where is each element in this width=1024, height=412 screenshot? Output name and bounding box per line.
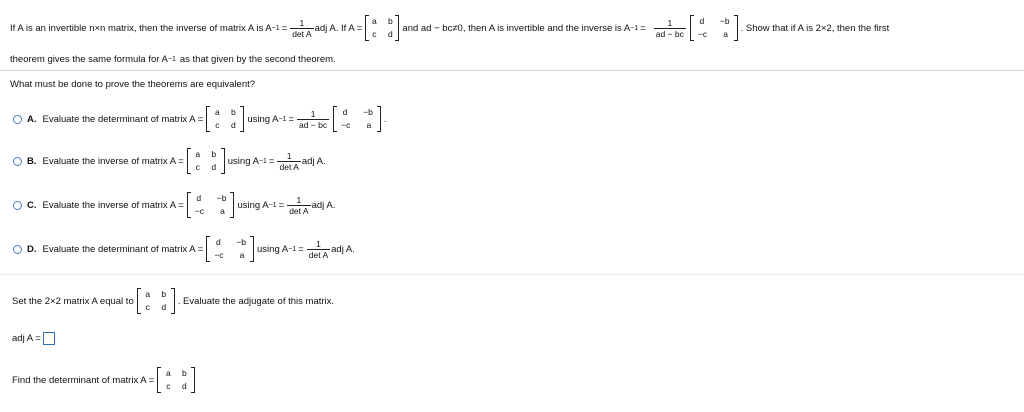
- fraction-denominator: ad − bc: [655, 28, 684, 39]
- step-set-matrix: [12, 285, 334, 317]
- fraction-denominator: det A: [289, 205, 309, 216]
- matrix-row: [214, 249, 246, 262]
- option-b[interactable]: [13, 145, 326, 177]
- matrix-entry: d: [230, 120, 236, 130]
- matrix-entry: d: [161, 302, 167, 312]
- matrix-entry: −c: [214, 250, 224, 260]
- option-text: Evaluate the determinant of matrix A =: [42, 113, 204, 125]
- option-letter: D.: [27, 243, 37, 255]
- matrix-entry: a: [366, 120, 372, 130]
- matrix-entry: −b: [236, 237, 247, 247]
- fraction-numerator: 1: [299, 17, 305, 28]
- fraction-denominator: ad − bc: [299, 119, 328, 130]
- matrix-entry: b: [388, 16, 393, 26]
- option-letter: A.: [27, 113, 37, 125]
- matrix-entry: a: [145, 289, 151, 299]
- intro-line2-end: as that given by the second theorem.: [179, 54, 336, 65]
- matrix-entry: −c: [697, 29, 708, 39]
- matrix-row: [214, 236, 246, 249]
- fraction-numerator: 1: [296, 194, 302, 205]
- matrix-row: [144, 301, 168, 314]
- fraction-denominator: det A: [308, 249, 329, 260]
- matrix-entry: a: [195, 149, 201, 159]
- matrix-abcd: [206, 106, 244, 132]
- matrix-entry: d: [215, 237, 221, 247]
- matrix-row: [370, 15, 394, 28]
- option-a[interactable]: [13, 101, 387, 137]
- matrix-row: [144, 288, 168, 301]
- step-find-determinant: [12, 362, 198, 398]
- matrix-entry: −c: [194, 206, 204, 216]
- equals-sign: =: [281, 22, 288, 34]
- equals-sign: =: [640, 22, 646, 34]
- using-text: using A: [247, 113, 279, 125]
- matrix-row: [195, 192, 227, 205]
- fraction-numerator: 1: [316, 238, 321, 249]
- fraction: [297, 109, 329, 130]
- matrix-entry: −b: [719, 16, 730, 26]
- matrix-inverse-formula: [206, 236, 254, 262]
- option-c[interactable]: [13, 187, 335, 223]
- matrix-row: [194, 148, 218, 161]
- matrix-row: [341, 119, 373, 132]
- intro-text-1: If A is an invertible n×n matrix, then the inverse of matrix A is A: [10, 22, 272, 34]
- option-end: adj A.: [301, 155, 326, 167]
- radio-button-a[interactable]: [13, 115, 22, 124]
- fraction-denominator: det A: [279, 161, 299, 172]
- equals-sign: =: [278, 199, 285, 211]
- fraction: [307, 239, 330, 260]
- inverse-exponent: −1: [278, 115, 287, 123]
- radio-button-b[interactable]: [13, 157, 22, 166]
- step-text: Set the 2×2 matrix A equal to: [12, 295, 134, 307]
- radio-button-d[interactable]: [13, 245, 22, 254]
- matrix-abcd: [365, 15, 399, 41]
- matrix-row: [164, 367, 188, 380]
- using-text: using A: [227, 155, 259, 167]
- matrix-row: [698, 28, 730, 41]
- fraction-numerator: 1: [310, 108, 316, 119]
- inverse-exponent: −1: [288, 245, 297, 253]
- divider: [0, 274, 1024, 275]
- adj-answer-input[interactable]: [43, 332, 55, 345]
- matrix-row: [194, 161, 218, 174]
- intro-line-2: [10, 54, 336, 65]
- adj-answer-row: [12, 332, 55, 345]
- fraction-denominator: det A: [292, 28, 312, 39]
- matrix-entry: −b: [216, 193, 227, 203]
- matrix-entry: c: [372, 29, 377, 39]
- fraction-numerator: 1: [286, 150, 292, 161]
- matrix-row: [213, 106, 237, 119]
- intro-line2-text: theorem gives the same formula for A: [10, 54, 168, 65]
- matrix-inverse-formula: [690, 15, 738, 41]
- matrix-row: [213, 119, 237, 132]
- option-letter: C.: [27, 199, 37, 211]
- step-text-after: . Evaluate the adjugate of this matrix.: [177, 295, 335, 307]
- matrix-entry: c: [166, 381, 171, 391]
- matrix-entry: a: [723, 29, 728, 39]
- option-text: Evaluate the inverse of matrix A =: [42, 155, 184, 167]
- matrix-entry: b: [211, 149, 217, 159]
- matrix-entry: d: [388, 29, 393, 39]
- matrix-entry: d: [699, 16, 705, 26]
- equals-sign: =: [288, 113, 295, 125]
- matrix-entry: b: [181, 368, 187, 378]
- matrix-entry: b: [161, 289, 167, 299]
- matrix-entry: −c: [341, 120, 351, 130]
- inverse-exponent: −1: [630, 24, 639, 32]
- inverse-exponent: −1: [167, 56, 176, 63]
- matrix-row: [370, 28, 394, 41]
- fraction-one-over-det: [290, 18, 313, 39]
- option-text: Evaluate the inverse of matrix A =: [42, 199, 184, 211]
- matrix-abcd: [157, 367, 195, 393]
- adj-label: adj A =: [12, 333, 41, 344]
- radio-button-c[interactable]: [13, 201, 22, 210]
- matrix-entry: a: [220, 206, 225, 216]
- fraction: [277, 151, 300, 172]
- option-text: Evaluate the determinant of matrix A =: [42, 243, 204, 255]
- intro-text-3: and ad − bc≠0, then A is invertible and the inverse is A: [402, 22, 631, 34]
- matrix-entry: a: [372, 16, 377, 26]
- intro-text-4: . Show that if A is 2×2, then the first: [740, 22, 890, 34]
- matrix-entry: d: [211, 162, 217, 172]
- equals-sign: =: [298, 243, 304, 255]
- inverse-exponent: −1: [258, 157, 267, 165]
- matrix-entry: c: [195, 162, 200, 172]
- using-text: using A: [257, 243, 289, 255]
- option-end: adj A.: [331, 243, 355, 255]
- matrix-abcd: [137, 288, 175, 314]
- matrix-abcd: [187, 148, 225, 174]
- equals-sign: =: [268, 155, 275, 167]
- matrix-entry: d: [196, 193, 202, 203]
- step-text: Find the determinant of matrix A =: [12, 374, 155, 386]
- option-letter: B.: [27, 155, 37, 167]
- using-text: using A: [237, 199, 269, 211]
- fraction-numerator: 1: [667, 17, 673, 28]
- matrix-inverse-formula: [187, 192, 235, 218]
- inverse-exponent: −1: [271, 24, 280, 32]
- matrix-row: [195, 205, 227, 218]
- option-d[interactable]: [13, 231, 355, 267]
- fraction-one-over-ad-bc: [654, 18, 686, 39]
- intro-text-2: adj A. If A =: [314, 22, 363, 34]
- inverse-exponent: −1: [268, 201, 277, 209]
- matrix-entry: c: [145, 302, 150, 312]
- option-end: adj A.: [311, 199, 336, 211]
- matrix-entry: a: [239, 250, 245, 260]
- question-text: What must be done to prove the theorems are equivalent?: [10, 79, 256, 90]
- matrix-entry: d: [342, 107, 348, 117]
- fraction: [287, 195, 310, 216]
- matrix-row: [341, 106, 373, 119]
- matrix-row: [698, 15, 730, 28]
- divider: [0, 70, 1024, 71]
- matrix-entry: a: [165, 368, 171, 378]
- matrix-entry: d: [181, 381, 187, 391]
- intro-line-1: [10, 12, 889, 44]
- matrix-entry: c: [215, 120, 220, 130]
- matrix-entry: a: [214, 107, 220, 117]
- option-end: .: [383, 113, 387, 125]
- matrix-entry: b: [230, 107, 236, 117]
- matrix-row: [164, 380, 188, 393]
- matrix-inverse-formula: [333, 106, 381, 132]
- matrix-entry: −b: [363, 107, 373, 117]
